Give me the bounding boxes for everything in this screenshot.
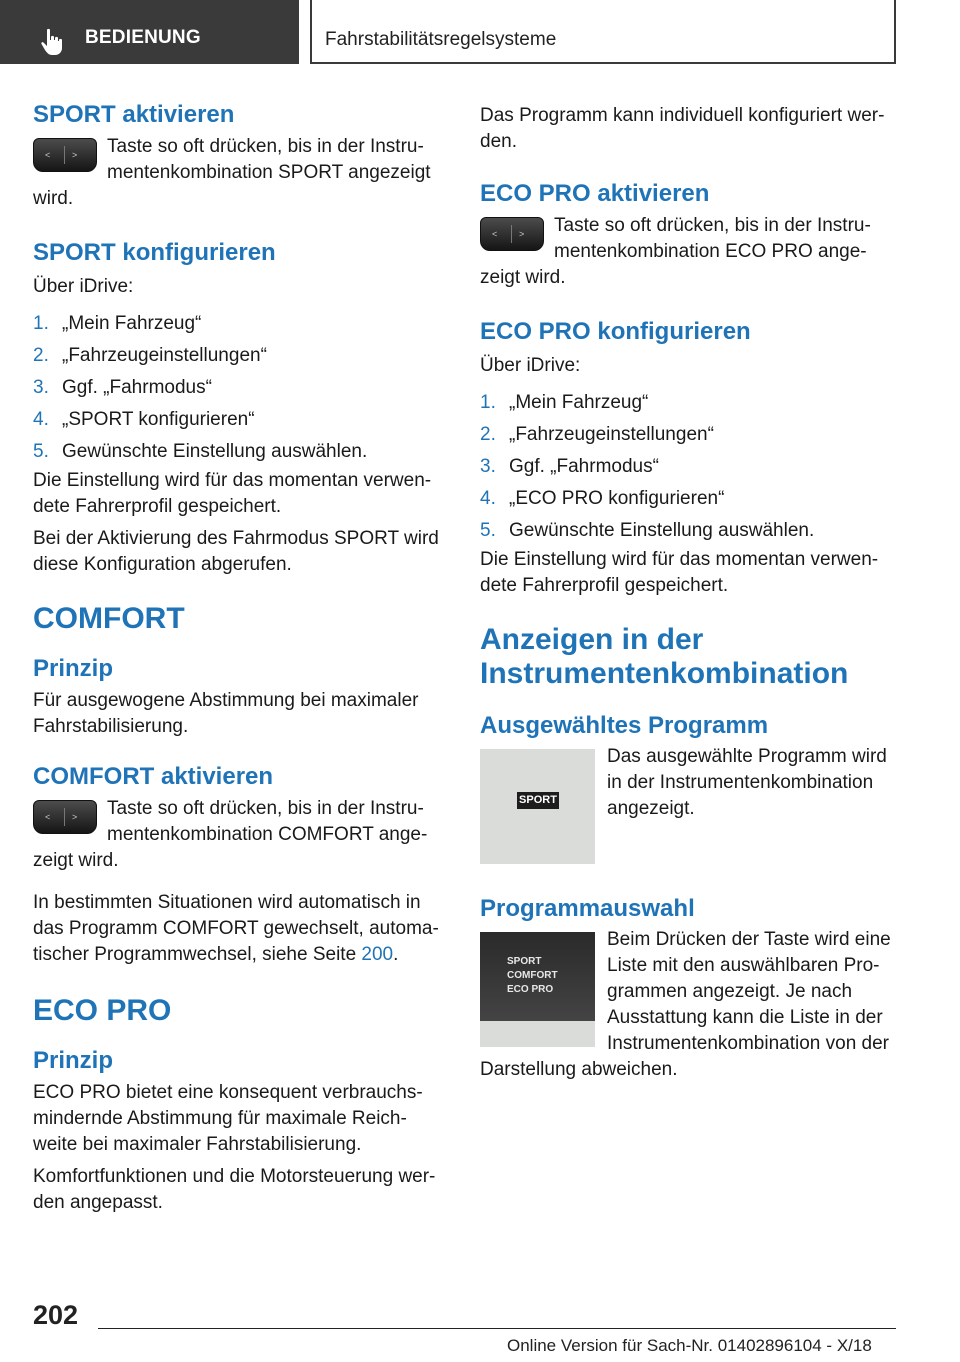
comfort-aktivieren-block [33,796,445,874]
list-item: 4. „ECO PRO konfigurieren“ [480,488,725,509]
programmauswahl-block [480,926,900,1083]
sport-aktivieren-text: Taste so oft drücken, bis in der Instru‐mentenkombination SPORT angezeigt wird. [33,136,431,209]
heading-eco-pro: ECO PRO [33,994,172,1027]
chapter-tab-label: BEDIENUNG [85,27,201,48]
list-item: 5. Gewünschte Einstellung auswählen. [33,441,368,462]
ausgewaehltes-programm-text: Das ausgewählte Programm wird in der Instrumentenkombination angezeigt. [607,746,887,819]
mode-button-image [33,138,97,172]
page-link[interactable]: 200 [361,944,394,965]
footer-divider [98,1328,896,1329]
right-column [480,100,900,1083]
sport-aktivieren-block [33,134,445,212]
eco-aktivieren-block [480,213,900,291]
heading-eco-prinzip: Prinzip [33,1047,114,1074]
list-item: COMFORT [507,970,558,981]
comfort-auto-text: In bestimmten Situationen wird automatisch in das Programm COMFORT gewechselt, automa‐tischer Programmwechsel, siehe Seite 200. [33,892,439,965]
ausgewaehltes-programm-block [480,743,900,870]
comfort-aktivieren-text: Taste so oft drücken, bis in der Instru‐mentenkombination COMFORT ange‐zeigt wird. [33,798,428,871]
heading-comfort-aktivieren: COMFORT aktivieren [33,763,274,790]
chevron-right-icon: > [519,229,525,239]
sport-steps-list [33,308,445,468]
list-item: 2. „Fahrzeugeinstellungen“ [480,424,714,445]
chevron-left-icon: < [492,229,498,239]
heading-eco-aktivieren: ECO PRO aktivieren [480,180,710,207]
sport-paragraph-1: Die Einstellung wird für das momentan verwen‐dete Fahrerprofil gespeichert. [33,470,432,517]
display-sport-image [480,749,595,864]
list-item: 3. Ggf. „Fahrmodus“ [33,377,212,398]
eco-steps-list [480,387,900,547]
list-item: 4. „SPORT konfigurieren“ [33,409,255,430]
sport-paragraph-2: Bei der Aktivierung des Fahrmodus SPORT wird diese Konfiguration abgerufen. [33,528,439,575]
chevron-right-icon: > [72,150,78,160]
heading-comfort-prinzip: Prinzip [33,655,114,682]
sport-idrive-intro: Über iDrive: [33,276,134,297]
chevron-right-icon: > [72,812,78,822]
comfort-prinzip-text: Für ausgewogene Abstimmung bei maximaler Fahrstabilisierung. [33,690,419,737]
heading-eco-konfigurieren: ECO PRO konfigurieren [480,318,751,345]
chevron-left-icon: < [45,150,51,160]
heading-programmauswahl: Programmauswahl [480,895,695,922]
eco-prinzip-text: ECO PRO bietet eine konsequent verbrauchs‐mindernde Abstimmung für maximale Reich‐weite bei maximaler Fahrstabilisierung. [33,1082,423,1155]
eco-idrive-intro: Über iDrive: [480,355,581,376]
mode-button-image [33,800,97,834]
eco-paragraph-1: Die Einstellung wird für das momentan verwen‐dete Fahrerprofil gespeichert. [480,549,879,596]
list-item: 1. „Mein Fahrzeug“ [33,313,202,334]
heading-comfort: COMFORT [33,602,185,635]
sport-badge: SPORT [517,792,559,809]
list-item: SPORT [507,956,542,967]
eco-aktivieren-text: Taste so oft drücken, bis in der Instru‐mentenkombination ECO PRO ange‐zeigt wird. [480,215,871,288]
eco-paragraph-2: Komfortfunktionen und die Motorsteuerung wer‐den angepasst. [33,1166,436,1213]
display-bottom-bar [480,1021,595,1047]
hand-pointer-icon [40,28,66,56]
list-item: 5. Gewünschte Einstellung auswählen. [480,520,815,541]
heading-ausgewaehltes-programm: Ausgewähltes Programm [480,712,769,739]
list-item: 3. Ggf. „Fahrmodus“ [480,456,659,477]
list-item: ECO PRO [507,984,554,995]
list-item: 1. „Mein Fahrzeug“ [480,392,649,413]
display-list-image [480,932,595,1047]
left-column [33,100,445,1216]
footer-text: Online Version für Sach-Nr. 01402896104 - X/18 [507,1336,872,1355]
mode-button-image [480,217,544,251]
right-intro: Das Programm kann individuell konfiguriert wer‐den. [480,105,885,152]
heading-anzeigen: Anzeigen in der Instrumentenkombination [480,623,849,690]
chapter-tab [0,0,299,64]
heading-sport-aktivieren: SPORT aktivieren [33,101,235,128]
programmauswahl-text: Beim Drücken der Taste wird eine Liste mit den auswählbaren Pro‐grammen angezeigt. Je nach Ausstattung kann die Liste in der Instrumentenkombination von der Darstellung abweichen. [480,929,891,1080]
heading-sport-konfigurieren: SPORT konfigurieren [33,239,276,266]
chevron-left-icon: < [45,812,51,822]
page-title: Fahrstabilitätsregelsysteme [325,29,557,50]
page-number: 202 [33,1300,79,1330]
list-item: 2. „Fahrzeugeinstellungen“ [33,345,267,366]
